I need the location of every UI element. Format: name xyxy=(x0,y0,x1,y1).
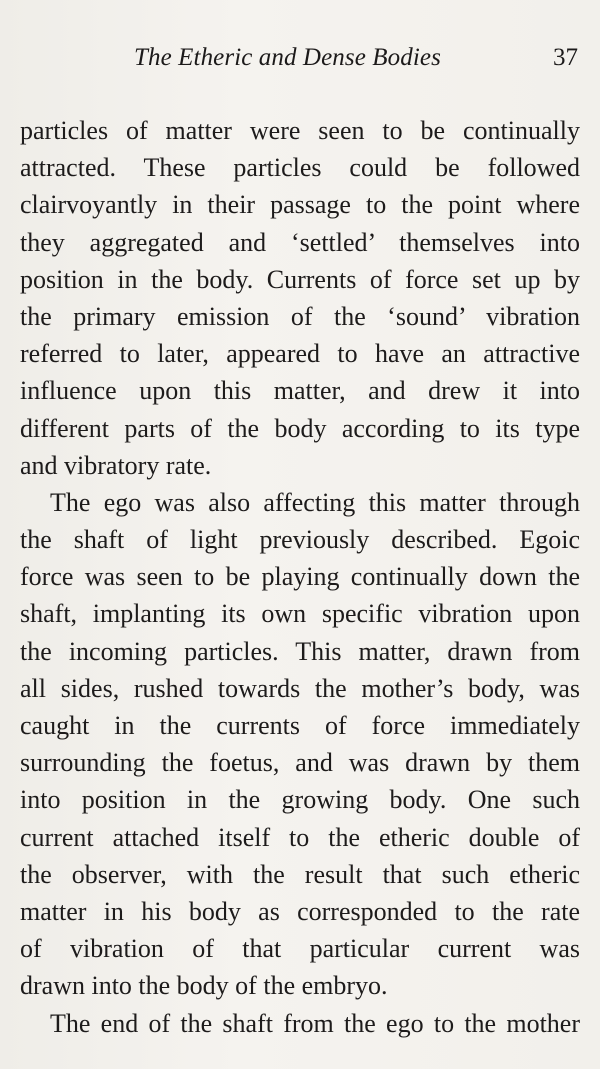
text-line-paragraph-start: The end of the shaft from the ego to the mother xyxy=(50,1008,580,1038)
text-line: shaft, implanting its own specific vibration upon xyxy=(20,599,580,629)
text-line-paragraph-start: The ego was also affecting this matter through xyxy=(50,487,580,517)
text-line: into position in the growing body. One such xyxy=(20,785,580,815)
text-line: influence upon this matter, and drew it into xyxy=(20,376,580,406)
text-line: referred to later, appeared to have an attractive xyxy=(20,339,580,369)
text-line: surrounding the foetus, and was drawn by them xyxy=(20,748,580,778)
text-line: matter in his body as corresponded to the rate xyxy=(20,896,580,926)
text-line: they aggregated and ‘settled’ themselves into xyxy=(20,227,580,257)
text-line: particles of matter were seen to be continually xyxy=(20,116,580,145)
text-line-paragraph-end: and vibratory rate. xyxy=(20,450,212,480)
text-line: the primary emission of the ‘sound’ vibration xyxy=(20,301,580,331)
text-line: clairvoyantly in their passage to the point where xyxy=(20,190,580,220)
text-line: position in the body. Currents of force set up by xyxy=(20,264,580,294)
text-line: different parts of the body according to its type xyxy=(20,413,580,443)
body-text xyxy=(20,112,580,1042)
text-line: force was seen to be playing continually down the xyxy=(20,562,580,592)
text-line-paragraph-end: drawn into the body of the embryo. xyxy=(20,971,388,1001)
text-line: all sides, rushed towards the mother’s body, was xyxy=(20,673,580,703)
text-line: the shaft of light previously described. Egoic xyxy=(20,525,580,555)
page-number: 37 xyxy=(553,44,578,71)
running-head-title: The Etheric and Dense Bodies xyxy=(134,44,441,71)
text-line: current attached itself to the etheric double of xyxy=(20,822,580,852)
text-line: caught in the currents of force immediately xyxy=(20,711,580,740)
text-line: the incoming particles. This matter, drawn from xyxy=(20,636,580,666)
page-header xyxy=(0,44,600,76)
text-line: attracted. These particles could be followed xyxy=(20,153,580,183)
text-line: the observer, with the result that such etheric xyxy=(20,859,580,889)
text-line: of vibration of that particular current was xyxy=(20,934,580,964)
